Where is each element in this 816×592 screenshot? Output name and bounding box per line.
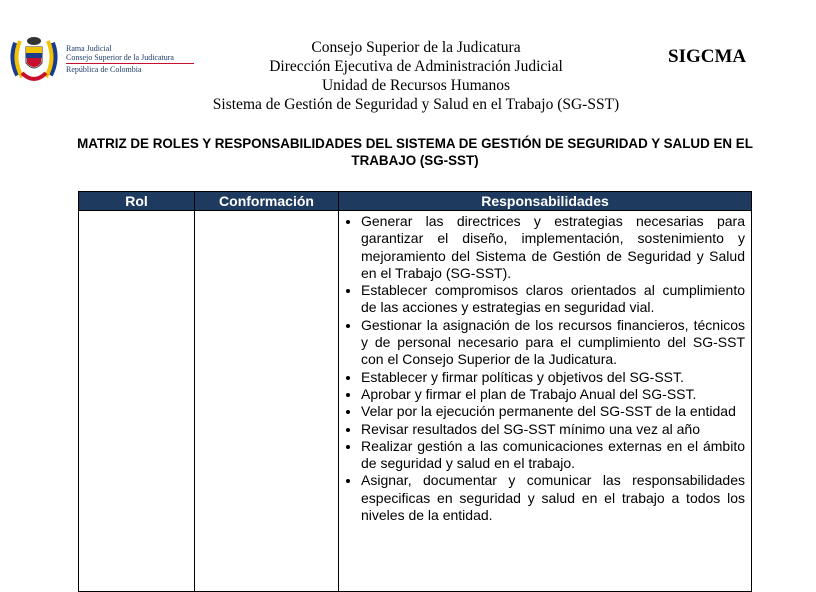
list-item: • Realizar gestión a las comunicaciones externas en el ámbito de seguridad y salud en el trabajo.	[361, 438, 745, 473]
header-line-1: Consejo Superior de la Judicatura	[311, 39, 521, 56]
logo-line-1: Rama Judicial	[66, 44, 112, 53]
logo-line-3: República de Colombia	[66, 65, 142, 74]
logo-divider	[66, 63, 194, 64]
header-responsabilidades: Responsabilidades	[339, 192, 752, 211]
logo-line-2: Consejo Superior de la Judicatura	[66, 53, 174, 62]
list-item: • Aprobar y firmar el plan de Trabajo Anual del SG-SST.	[361, 386, 745, 403]
logo-text	[66, 44, 194, 74]
cell-rol	[79, 211, 195, 592]
table-row	[79, 211, 752, 592]
document-title: MATRIZ DE ROLES Y RESPONSABILIDADES DEL SISTEMA DE GESTIÓN DE SEGURIDAD Y SALUD EN EL TRABAJO (SG-SST)	[77, 136, 753, 168]
document-header	[180, 38, 652, 114]
colombia-coat-of-arms-icon	[6, 33, 62, 85]
roles-matrix-table	[78, 191, 752, 592]
header-line-3: Unidad de Recursos Humanos	[321, 77, 511, 94]
list-item: • Establecer compromisos claros orientados al cumplimiento de las acciones y estrategias en seguridad vial.	[361, 282, 745, 317]
list-item: • Gestionar la asignación de los recursos financieros, técnicos y de personal necesario para el cumplimiento del SG-SST con el Consejo Superior de la Judicatura.	[361, 317, 745, 369]
cell-responsabilidades	[339, 211, 752, 592]
list-item: • Generar las directrices y estrategias necesarias para garantizar el diseño, implementación, sostenimiento y mejoramiento del Sistema de Gestión de Seguridad y Salud en el Trabajo (SG-SST).	[361, 213, 745, 282]
cell-conformacion	[195, 211, 339, 592]
header-line-4: Sistema de Gestión de Seguridad y Salud en el Trabajo (SG-SST)	[212, 96, 620, 113]
list-item: • Establecer y firmar políticas y objetivos del SG-SST.	[361, 369, 745, 386]
table-header-row	[79, 192, 752, 211]
document-code: SIGCMA	[668, 46, 747, 67]
list-item: • Velar por la ejecución permanente del SG-SST de la entidad	[361, 403, 745, 420]
header-conformacion: Conformación	[195, 192, 339, 211]
header-line-2: Dirección Ejecutiva de Administración Judicial	[269, 58, 563, 75]
list-item: • Revisar resultados del SG-SST mínimo una vez al año	[361, 421, 745, 438]
responsibilities-list	[339, 211, 751, 524]
header-rol: Rol	[79, 192, 195, 211]
list-item: • Asignar, documentar y comunicar las responsabilidades especificas en seguridad y salud en el trabajo a todos los niveles de la entidad.	[361, 472, 745, 524]
